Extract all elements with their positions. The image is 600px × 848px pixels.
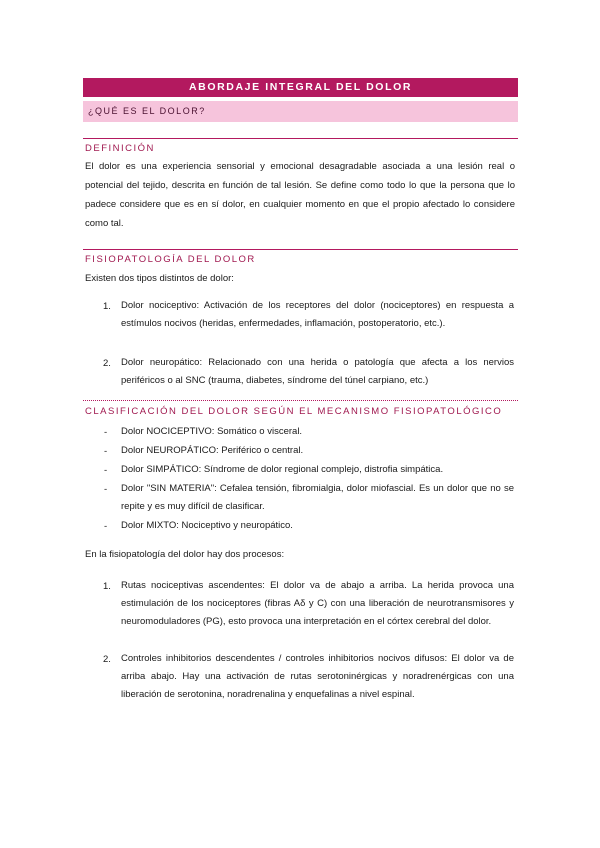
bullet-text: Dolor NEUROPÁTICO: Periférico o central. <box>121 445 304 456</box>
list-item-number: 2. <box>103 358 111 369</box>
list-item-text: Controles inhibitorios descendentes / controles inhibitorios nocivos difusos: El dolor va de arriba abajo. Hay una activación de rutas serotoninérgicas y noradrenérgicas con una liberación de serotonina, noradrenalina y enquefalinas a nivel espinal. <box>121 653 514 700</box>
bullet-dash: - <box>104 484 108 495</box>
document-title: ABORDAJE INTEGRAL DEL DOLOR <box>83 78 518 97</box>
fisiopatologia-intro: Existen dos tipos distintos de dolor: <box>85 273 234 284</box>
section-divider <box>83 249 518 250</box>
procesos-intro: En la fisiopatología del dolor hay dos procesos: <box>85 549 285 560</box>
definicion-paragraph: El dolor es una experiencia sensorial y emocional desagradable asociada a una lesión real o potencial del tejido, descrita en función de tal lesión. Se define como todo lo que la persona que lo padece considere que es en sí dolor, en cualquier momento en que el propio afectado lo considere como tal. <box>85 161 515 229</box>
section-divider-dotted <box>83 400 518 401</box>
bullet-text: Dolor MIXTO: Nociceptivo y neuropático. <box>121 520 293 531</box>
list-item-number: 2. <box>103 654 111 665</box>
bullet-dash: - <box>104 521 108 532</box>
list-item-text: Dolor nociceptivo: Activación de los receptores del dolor (nociceptores) en respuesta a estímulos nocivos (heridas, enfermedades, inflamación, postoperatorio, etc.). <box>121 300 514 329</box>
section-divider <box>83 138 518 139</box>
document-subtitle: ¿QUÉ ES EL DOLOR? <box>83 101 518 122</box>
bullet-dash: - <box>104 427 108 438</box>
section-heading-fisiopatologia: FISIOPATOLOGÍA DEL DOLOR <box>85 254 256 265</box>
section-heading-clasificacion: CLASIFICACIÓN DEL DOLOR SEGÚN EL MECANISMO FISIOPATOLÓGICO <box>85 406 503 417</box>
list-item-text: Dolor neuropático: Relacionado con una herida o patología que afecta a los nervios periféricos o al SNC (trauma, diabetes, síndrome del túnel carpiano, etc.) <box>121 357 514 386</box>
bullet-text: Dolor SIMPÁTICO: Síndrome de dolor regional complejo, distrofia simpática. <box>121 464 444 475</box>
bullet-dash: - <box>104 446 108 457</box>
list-item-number: 1. <box>103 581 111 592</box>
bullet-text: Dolor NOCICEPTIVO: Somático o visceral. <box>121 426 303 437</box>
bullet-dash: - <box>104 465 108 476</box>
bullet-text: Dolor "SIN MATERIA": Cefalea tensión, fibromialgia, dolor miofascial. Es un dolor que no se repite y es muy difícil de clasificar. <box>121 483 514 512</box>
list-item-number: 1. <box>103 301 111 312</box>
list-item-text: Rutas nociceptivas ascendentes: El dolor va de abajo a arriba. La herida provoca una estimulación de los nociceptores (fibras Aδ y C) con una liberación de neurotransmisores y neuromoduladores (PG), esto provoca una interpretación en el córtex cerebral del dolor. <box>121 580 514 627</box>
section-heading-definicion: DEFINICIÓN <box>85 143 155 154</box>
